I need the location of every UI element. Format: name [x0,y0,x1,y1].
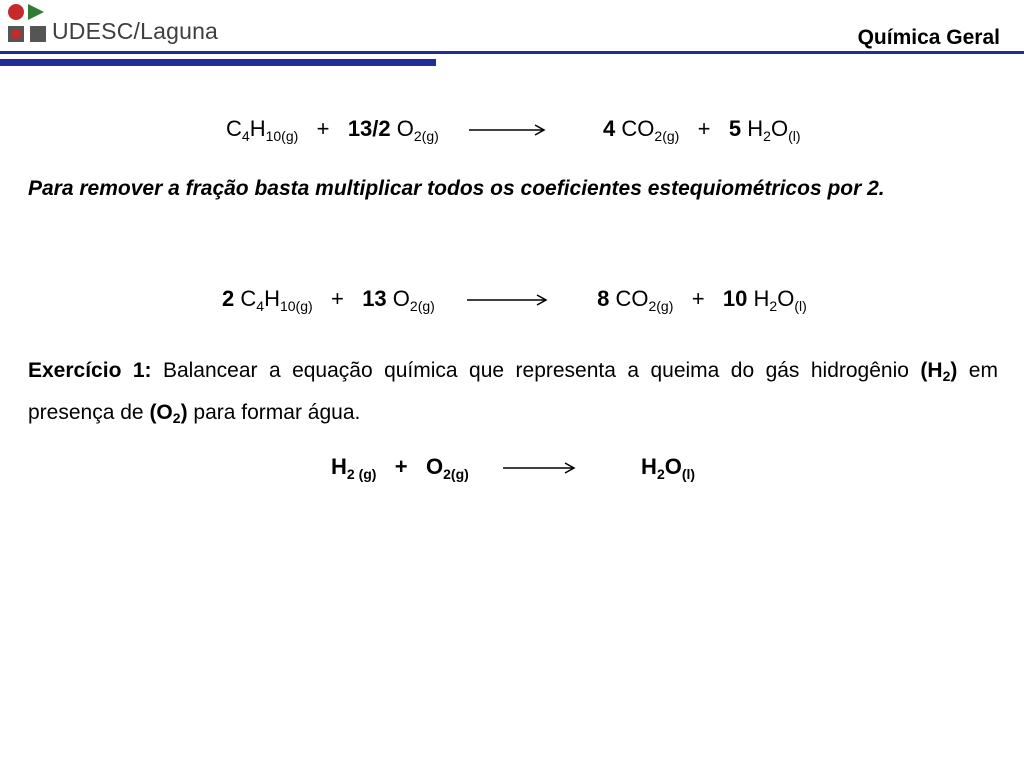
course-title: Química Geral [857,26,1000,49]
equation-2 [222,286,807,314]
h2-formula: $(H_2)$ [920,359,958,384]
eq3-reactant-2: $O_{2(g)}$ [426,454,469,482]
eq3-reactant-1: $H_{2 (g)}$ [331,454,377,482]
header-rule-thick [0,59,436,66]
eq3-product: $H_2O_{(l)}$ [641,454,696,482]
equation-1 [226,116,801,144]
eq1-reactant-2: 13/2 $O_{2(g)}$ [347,116,439,144]
equation-3 [331,454,696,482]
eq1-product-1: 4 $CO_{2(g)}$ [603,116,680,144]
header-brand: UDESC/Laguna [52,18,219,44]
eq2-reactant-1: 2 $C_4H_{10(g)}$ [222,286,313,314]
udesc-logo-icon [6,2,50,46]
eq1-plus-2: + [697,116,711,141]
reaction-arrow-icon [501,461,611,475]
reaction-arrow-icon [465,293,575,307]
eq2-plus-2: + [691,286,705,311]
header-rule-thin [0,51,1024,54]
eq3-plus: + [394,454,408,479]
eq1-reactant-1: $C_4H_{10(g)}$ [226,116,299,144]
eq1-plus-1: + [316,116,330,141]
exercise-text: Exercício 1: Balancear a equação química que representa a queima do gás hidrogênio $(H_2)$ em presença de $(O_2)$ para formar água. [28,359,998,426]
eq2-product-1: 8 $CO_{2(g)}$ [597,286,674,314]
reaction-arrow-icon [467,123,577,137]
instruction-text: Para remover a fração basta multiplicar todos os coeficientes estequiométricos por 2. [28,177,885,200]
eq2-product-2: 10 $H_2O_{(l)}$ [722,286,807,314]
eq2-plus-1: + [330,286,344,311]
exercise-label: Exercício 1: [28,359,152,382]
eq1-product-2: 5 $H_2O_{(l)}$ [728,116,801,144]
o2-formula: $(O_2)$ [149,401,188,426]
eq2-reactant-2: 13 $O_{2(g)}$ [362,286,435,314]
